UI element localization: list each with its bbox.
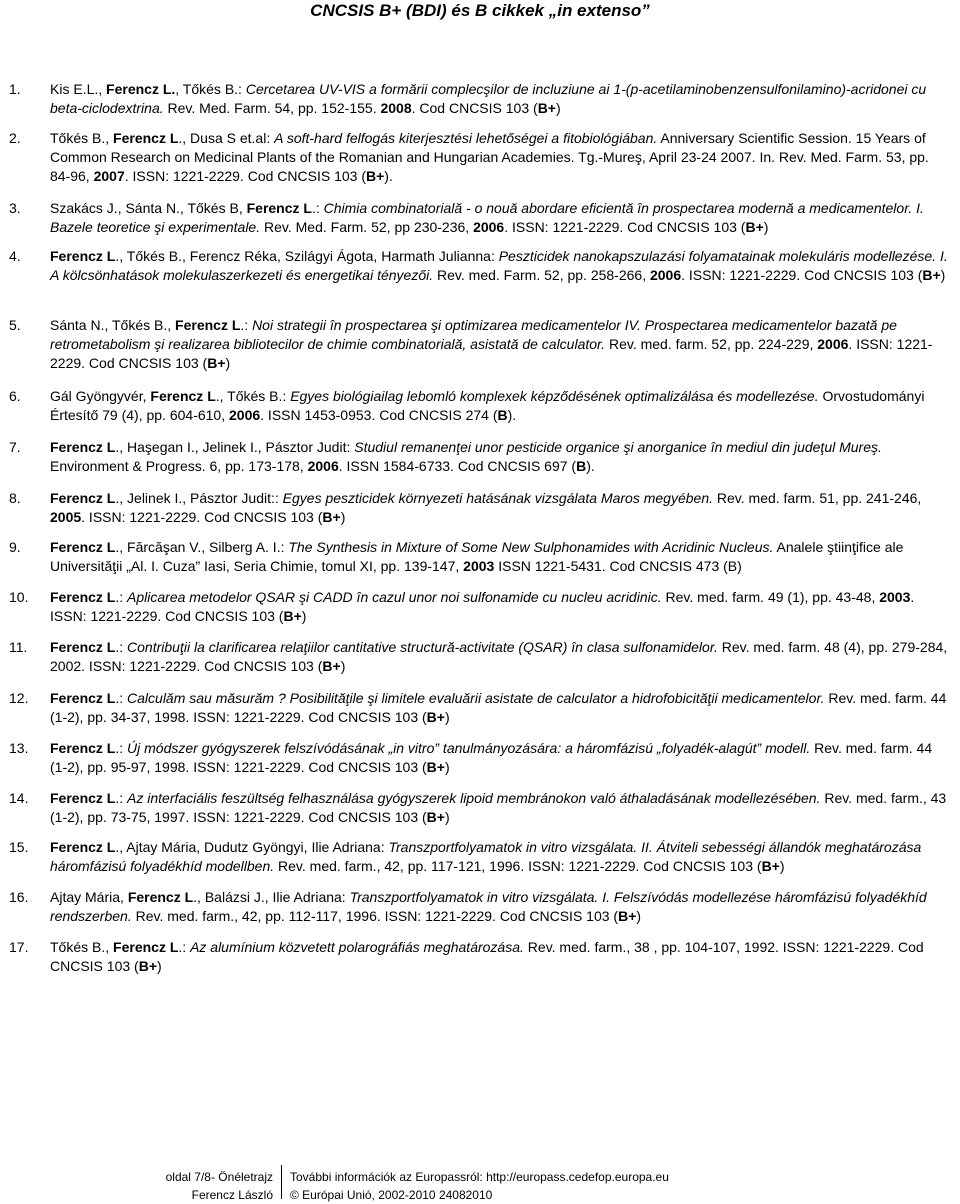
- reference-bold-segment: B+: [761, 858, 780, 874]
- reference-bold-segment: 2006: [473, 219, 505, 235]
- reference-segment: ., Tőkés B., Ferencz Réka, Szilágyi Ágota, Harmath Julianna:: [115, 248, 499, 264]
- reference-segment: Tőkés B.,: [50, 939, 114, 955]
- reference-bold-segment: Ferencz L: [50, 490, 116, 506]
- reference-segment: Anniversary Scientific Session. 15 Years of Common Research on Medicinal Plants of the Romanian and Hungarian Academies. Tg.-Mureş, April 23-24 2007. In. Rev. Med. Farm. 53, pp. 84-96,: [50, 130, 929, 184]
- reference-bold-segment: B+: [922, 267, 941, 283]
- reference-text: [50, 538, 950, 576]
- reference-bold-segment: 2008: [380, 100, 412, 116]
- reference-title-segment: Aplicarea metodelor QSAR şi CADD în cazul unor noi sulfonamide cu nucleu acridinic.: [127, 589, 662, 605]
- reference-number: 9.: [9, 539, 21, 555]
- reference-title-segment: Transzportfolyamatok in vitro vizsgálata. I. Felszívódás modellezése háromfázisú folyadékhíd rendszerben.: [50, 889, 927, 924]
- reference-segment: . Cod CNCSIS 103 (: [411, 100, 538, 116]
- reference-segment: Sánta N., Tőkés B.,: [50, 317, 176, 333]
- reference-segment: . ISSN: 1221-2229. Cod CNCSIS 103 (: [124, 168, 366, 184]
- reference-segment: Rev. med. farm. 51, pp. 241-246,: [713, 490, 922, 506]
- reference-text: [50, 838, 950, 876]
- reference-text: [50, 387, 950, 425]
- reference-text: [50, 739, 950, 777]
- reference-number: 5.: [9, 317, 21, 333]
- reference-bold-segment: B+: [207, 355, 226, 371]
- reference-segment: .:: [115, 740, 128, 756]
- reference-segment: Ajtay Mária,: [50, 889, 128, 905]
- reference-bold-segment: B+: [426, 809, 445, 825]
- reference-segment: ., Haşegan I., Jelinek I., Pásztor Judit:: [115, 439, 355, 455]
- reference-segment: ): [763, 219, 769, 235]
- reference-title-segment: Egyes peszticidek környezeti hatásának vizsgálata Maros megyében.: [282, 490, 713, 506]
- reference-bold-segment: 2006: [817, 336, 849, 352]
- reference-number: 1.: [9, 81, 21, 97]
- reference-bold-segment: B+: [365, 168, 385, 184]
- reference-title-segment: Az alumínium közvetett polarográfiás meghatározása.: [190, 939, 524, 955]
- reference-segment: ): [444, 809, 450, 825]
- reference-segment: ., Balázsi J., Ilie Adriana:: [193, 889, 350, 905]
- reference-segment: .:: [311, 200, 324, 216]
- reference-segment: Rev. med. farm. 48 (4), pp. 279-284, 2002. ISSN: 1221-2229. Cod CNCSIS 103 (: [50, 639, 948, 674]
- reference-segment: ., Dusa S et.al:: [178, 130, 275, 146]
- reference-text: [50, 689, 950, 727]
- reference-title-segment: Peszticidek nanokapszulazási folyamatainak molekuláris modellezése. I. A kölcsönhatások molekulaszerkezeti és energetikai tényezői.: [50, 248, 948, 283]
- reference-segment: Rev. med. farm., 42, pp. 117-121, 1996. ISSN: 1221-2229. Cod CNCSIS 103 (: [274, 858, 762, 874]
- reference-number: 10.: [9, 589, 29, 605]
- reference-number: 8.: [9, 490, 21, 506]
- reference-bold-segment: Ferencz L: [50, 790, 116, 806]
- reference-bold-segment: B+: [283, 608, 302, 624]
- reference-segment: ., Jelinek I., Pásztor Judit::: [115, 490, 283, 506]
- reference-title-segment: Calculăm sau măsurăm ? Posibilităţile şi limitele evaluării asistate de calculator a hidrofobicităţii medicamentelor.: [127, 690, 825, 706]
- reference-text: [50, 438, 950, 476]
- reference-segment: ): [340, 509, 346, 525]
- reference-segment: . ISSN: 1221-2229. Cod CNCSIS 103 (: [50, 336, 933, 371]
- reference-number: 16.: [9, 889, 29, 905]
- reference-number: 15.: [9, 839, 29, 855]
- reference-text: [50, 588, 950, 626]
- reference-segment: ).: [384, 168, 393, 184]
- reference-bold-segment: Ferencz L: [50, 439, 116, 455]
- reference-segment: .:: [115, 690, 128, 706]
- reference-number: 11.: [9, 639, 28, 655]
- reference-segment: Rev. med. farm., 43 (1-2), pp. 73-75, 1997. ISSN: 1221-2229. Cod CNCSIS 103 (: [50, 790, 947, 825]
- reference-segment: .:: [115, 639, 128, 655]
- reference-text: [50, 316, 950, 373]
- reference-title-segment: Új módszer gyógyszerek felszívódásának „in vitro” tanulmányozására: a háromfázisú „folyadék-alagút” modell.: [127, 740, 811, 756]
- reference-bold-segment: Ferencz L: [50, 248, 116, 264]
- reference-bold-segment: Ferencz L: [50, 740, 116, 756]
- reference-number: 14.: [9, 790, 29, 806]
- reference-segment: ): [225, 355, 231, 371]
- reference-segment: ., Fărcăşan V., Silberg A. I.:: [115, 539, 289, 555]
- reference-title-segment: The Synthesis in Mixture of Some New Sulphonamides with Acridinic Nucleus.: [288, 539, 774, 555]
- reference-bold-segment: Ferencz L: [50, 539, 116, 555]
- reference-bold-segment: 2006: [649, 267, 682, 283]
- reference-segment: Rev. med. farm., 42, pp. 112-117, 1996. ISSN: 1221-2229. Cod CNCSIS 103 (: [131, 908, 619, 924]
- reference-text: [50, 80, 950, 118]
- reference-number: 17.: [9, 939, 29, 955]
- reference-text: [50, 199, 950, 237]
- reference-number: 4.: [9, 248, 21, 264]
- reference-segment: Gál Gyöngyvér,: [50, 388, 151, 404]
- reference-bold-segment: 2006: [307, 458, 339, 474]
- reference-text: [50, 789, 950, 827]
- reference-segment: Rev. med. farm. 44 (1-2), pp. 34-37, 1998. ISSN: 1221-2229. Cod CNCSIS 103 (: [50, 690, 947, 725]
- reference-bold-segment: Ferencz L: [127, 889, 194, 905]
- reference-text: [50, 938, 950, 976]
- footer-copyright: © Európai Unió, 2002-2010 24082010: [290, 1188, 493, 1202]
- reference-bold-segment: B+: [426, 709, 445, 725]
- reference-number: 6.: [9, 388, 21, 404]
- reference-bold-segment: Ferencz L: [175, 317, 241, 333]
- reference-bold-segment: Ferencz L: [246, 200, 312, 216]
- reference-number: 3.: [9, 200, 21, 216]
- reference-segment: Kis E.L.,: [50, 81, 107, 97]
- reference-segment: . ISSN: 1221-2229. Cod CNCSIS 103 (: [681, 267, 923, 283]
- reference-title-segment: Cercetarea UV-VIS a formării complecşilor de incluziune ai 1-(p-acetilaminobenzensulfonilamino)-acridonei cu beta-ciclodextrina.: [50, 81, 927, 116]
- reference-segment: .:: [240, 317, 253, 333]
- footer-right: [290, 1168, 669, 1204]
- reference-segment: ): [940, 267, 946, 283]
- reference-segment: Tőkés B.,: [50, 130, 114, 146]
- reference-title-segment: Chimia combinatorială - o nouă abordare eficientă în prospectarea modernă a medicamentelor. I. Bazele teoretice şi experimentale.: [50, 200, 924, 235]
- reference-bold-segment: B: [497, 407, 508, 423]
- reference-bold-segment: 2003: [879, 589, 911, 605]
- reference-title-segment: Studiul remanenţei unor pesticide organice şi anorganice în mediul din judeţul Mureş.: [354, 439, 882, 455]
- reference-segment: ): [779, 858, 785, 874]
- reference-bold-segment: Ferencz L: [50, 589, 116, 605]
- reference-segment: Rev. med. Farm. 52, pp. 258-266,: [433, 267, 650, 283]
- reference-title-segment: Az interfaciális feszültség felhasználása gyógyszerek lipoid membránokon való áthaladásának modellezésében.: [127, 790, 821, 806]
- page-title: CNCSIS B+ (BDI) és B cikkek „in extenso”: [310, 1, 650, 20]
- reference-segment: Rev. med. farm., 38 , pp. 104-107, 1992. ISSN: 1221-2229. Cod CNCSIS 103 (: [50, 939, 924, 974]
- reference-segment: ): [555, 100, 561, 116]
- reference-title-segment: A soft-hard felfogás kiterjesztési lehetőségei a fitobiológiában.: [274, 130, 658, 146]
- reference-bold-segment: 2006: [229, 407, 261, 423]
- reference-bold-segment: B+: [426, 759, 445, 775]
- reference-segment: . ISSN: 1221-2229. Cod CNCSIS 103 (: [81, 509, 323, 525]
- reference-segment: ).: [586, 458, 595, 474]
- reference-segment: .:: [115, 790, 128, 806]
- reference-bold-segment: B+: [138, 958, 157, 974]
- reference-segment: Rev. med. farm. 44 (1-2), pp. 95-97, 1998. ISSN: 1221-2229. Cod CNCSIS 103 (: [50, 740, 933, 775]
- reference-segment: . ISSN 1584-6733. Cod CNCSIS 697 (: [338, 458, 577, 474]
- reference-bold-segment: B+: [322, 658, 341, 674]
- reference-segment: .:: [178, 939, 191, 955]
- reference-bold-segment: B+: [322, 509, 341, 525]
- reference-text: [50, 489, 950, 527]
- reference-bold-segment: Ferencz L: [50, 839, 116, 855]
- reference-text: [50, 888, 950, 926]
- page-footer: [0, 1163, 960, 1204]
- reference-segment: Rev. med. farm. 52, pp. 224-229,: [605, 336, 818, 352]
- footer-page-info: oldal 7/8- Önéletrajz: [165, 1170, 273, 1184]
- reference-text: [50, 247, 950, 285]
- reference-segment: ., Ajtay Mária, Dudutz Gyöngyi, Ilie Adriana:: [115, 839, 389, 855]
- reference-bold-segment: Ferencz L.: [106, 81, 176, 97]
- reference-segment: ): [636, 908, 642, 924]
- reference-number: 12.: [9, 690, 29, 706]
- reference-bold-segment: Ferencz L: [50, 639, 116, 655]
- reference-segment: Orvostudományi Értesítő 79 (4), pp. 604-610,: [50, 388, 925, 423]
- reference-bold-segment: B+: [537, 100, 556, 116]
- reference-segment: Rev. Med. Farm. 52, pp 230-236,: [260, 219, 474, 235]
- reference-title-segment: Contribuţii la clarificarea relaţiilor cantitative structură-activitate (QSAR) în clasa sulfonamidelor.: [127, 639, 718, 655]
- reference-segment: Environment & Progress. 6, pp. 173-178,: [50, 458, 308, 474]
- reference-title-segment: Transzportfolyamatok in vitro vizsgálata. II. Átviteli sebességi állandók meghatározása háromfázisú folyadékhíd modellben.: [50, 839, 922, 874]
- reference-segment: Analele ştiinţifice ale Universităţii „Al. I. Cuza” Iasi, Seria Chimie, tomul XI, pp. 139-147,: [50, 539, 904, 574]
- footer-author: Ferencz László: [191, 1188, 273, 1202]
- reference-number: 7.: [9, 439, 21, 455]
- reference-text: [50, 129, 950, 186]
- reference-segment: ): [340, 658, 346, 674]
- reference-text: [50, 638, 950, 676]
- reference-number: 2.: [9, 130, 21, 146]
- reference-segment: ): [444, 759, 450, 775]
- reference-bold-segment: B: [576, 458, 587, 474]
- reference-title-segment: Noi strategii în prospectarea şi optimizarea medicamentelor IV. Prospectarea medicamentelor bazată pe retrometabolism şi realizarea bibliotecilor de chimie combinatorială, asistată de calculator.: [50, 317, 897, 352]
- footer-europass-info: További információk az Europassról: http://europass.cedefop.europa.eu: [290, 1170, 669, 1184]
- reference-segment: . ISSN 1453-0953. Cod CNCSIS 274 (: [260, 407, 498, 423]
- footer-divider: [281, 1165, 282, 1199]
- footer-left: [165, 1168, 273, 1204]
- reference-segment: . ISSN: 1221-2229. Cod CNCSIS 103 (: [504, 219, 746, 235]
- reference-bold-segment: B+: [618, 908, 637, 924]
- reference-bold-segment: 2007: [93, 168, 125, 184]
- reference-bold-segment: Ferencz L: [113, 130, 179, 146]
- reference-segment: . ISSN: 1221-2229. Cod CNCSIS 103 (: [50, 589, 915, 624]
- reference-segment: Rev. Med. Farm. 54, pp. 152-155.: [163, 100, 381, 116]
- reference-bold-segment: B+: [745, 219, 764, 235]
- reference-number: 13.: [9, 740, 29, 756]
- reference-segment: ): [444, 709, 450, 725]
- reference-segment: ISSN 1221-5431. Cod CNCSIS 473 (B): [494, 558, 742, 574]
- reference-segment: Szakács J., Sánta N., Tőkés B,: [50, 200, 247, 216]
- reference-segment: ).: [507, 407, 517, 423]
- reference-bold-segment: Ferencz L: [50, 690, 116, 706]
- reference-segment: ): [301, 608, 307, 624]
- reference-segment: ., Tőkés B.:: [215, 388, 291, 404]
- reference-bold-segment: 2003: [463, 558, 495, 574]
- reference-segment: .:: [115, 589, 128, 605]
- reference-segment: ): [157, 958, 162, 974]
- reference-segment: , Tőkés B.:: [175, 81, 246, 97]
- reference-bold-segment: 2005: [50, 509, 82, 525]
- reference-bold-segment: Ferencz L: [150, 388, 216, 404]
- reference-segment: Rev. med. farm. 49 (1), pp. 43-48,: [661, 589, 880, 605]
- reference-title-segment: Egyes biológiailag lebomló komplexek képződésének optimalizálása és modellezése.: [290, 388, 819, 404]
- reference-bold-segment: Ferencz L: [113, 939, 179, 955]
